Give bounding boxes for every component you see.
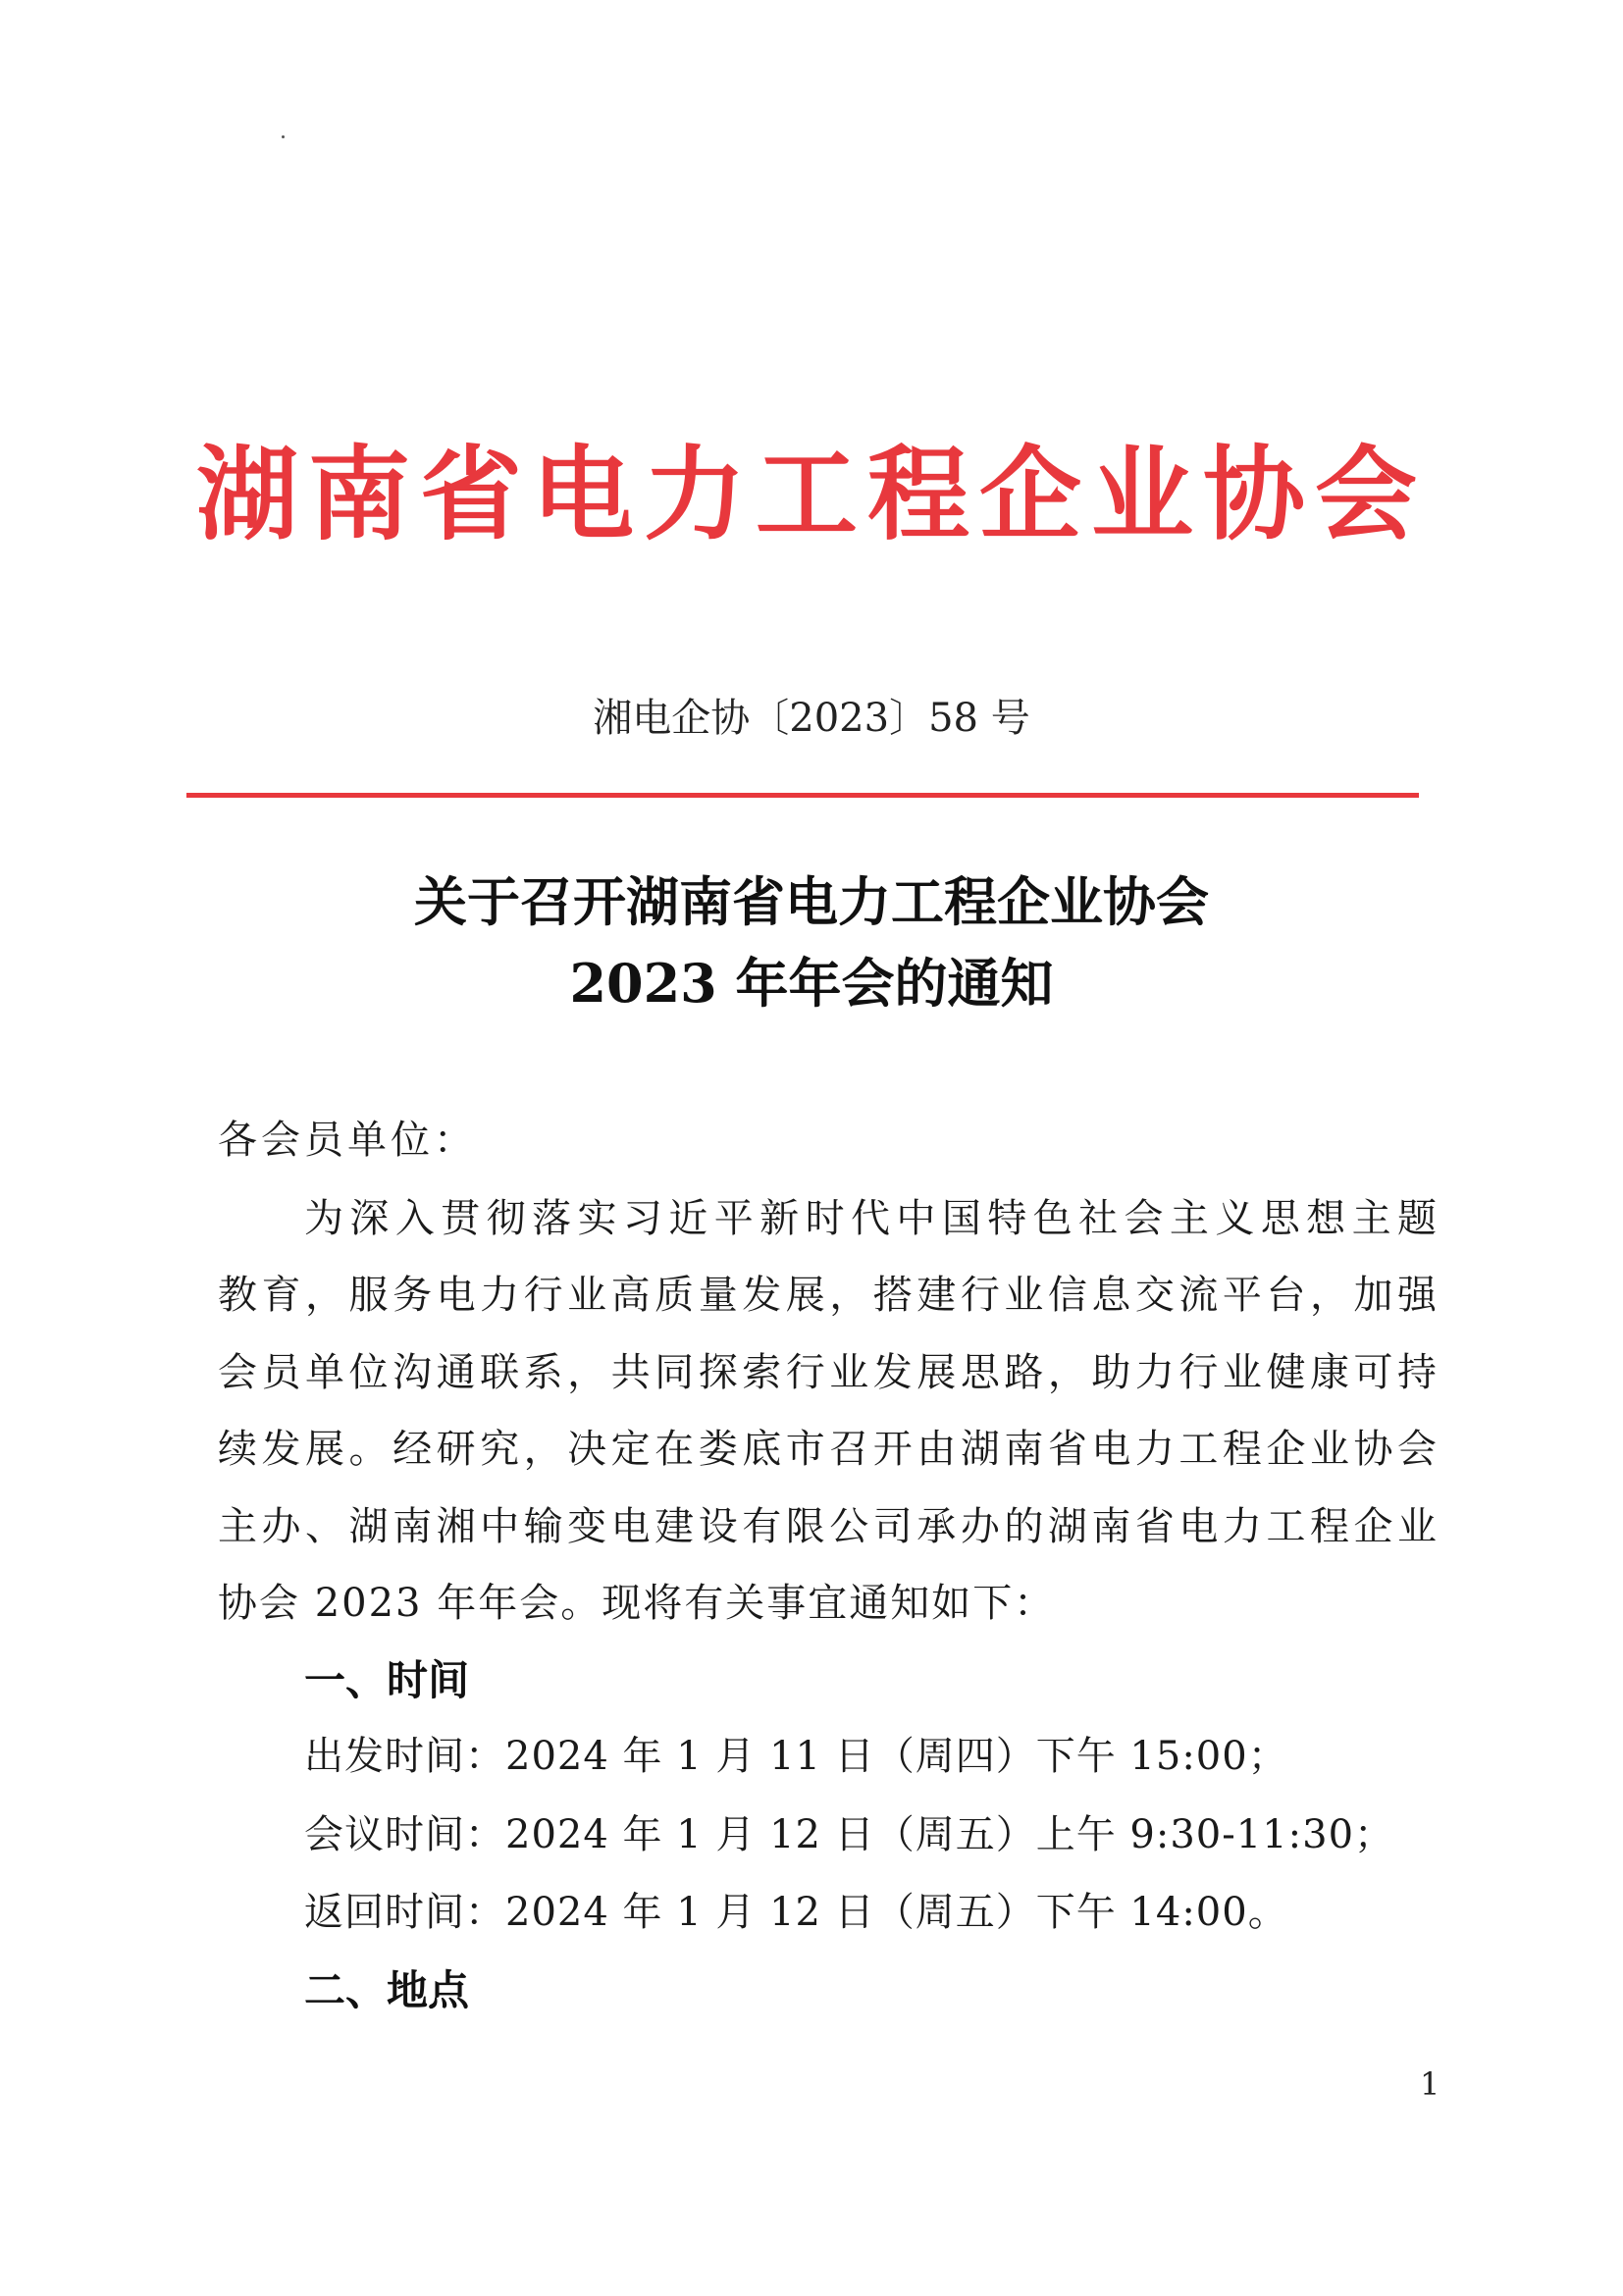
page-number: 1 bbox=[1420, 2065, 1440, 2103]
notice-title-line-1: 关于召开湖南省电力工程企业协会 bbox=[414, 870, 1209, 933]
time-item-meeting: 会议时间：2024 年 1 月 12 日（周五）上午 9:30-11:30； bbox=[304, 1812, 1395, 1857]
paragraph-line: 为深入贯彻落实习近平新时代中国特色社会主义思想主题 bbox=[304, 1196, 1437, 1241]
section-heading-time: 一、时间 bbox=[304, 1656, 470, 1704]
section-heading-location: 二、地点 bbox=[304, 1966, 470, 2014]
time-item-departure: 出发时间：2024 年 1 月 11 日（周四）下午 15:00； bbox=[304, 1734, 1288, 1779]
document-number: 湘电企协〔2023〕58 号 bbox=[593, 696, 1030, 741]
paragraph-line: 主办、湖南湘中输变电建设有限公司承办的湖南省电力工程企业 bbox=[218, 1504, 1437, 1549]
time-item-return: 返回时间：2024 年 1 月 12 日（周五）下午 14:00。 bbox=[304, 1890, 1288, 1935]
paragraph-line: 教育，服务电力行业高质量发展，搭建行业信息交流平台，加强 bbox=[218, 1273, 1437, 1318]
salutation: 各会员单位： bbox=[218, 1118, 477, 1163]
scan-speck bbox=[282, 135, 285, 138]
paragraph-line: 续发展。经研究，决定在娄底市召开由湖南省电力工程企业协会 bbox=[218, 1427, 1437, 1472]
notice-title-line-2: 2023 年年会的通知 bbox=[569, 952, 1054, 1015]
paragraph-line: 协会 2023 年年会。现将有关事宜通知如下： bbox=[218, 1581, 1056, 1626]
organization-header: 湖南省电力工程企业协会 bbox=[195, 434, 1427, 554]
paragraph-line: 会员单位沟通联系，共同探索行业发展思路，助力行业健康可持 bbox=[218, 1350, 1437, 1395]
red-divider-line bbox=[186, 793, 1419, 798]
